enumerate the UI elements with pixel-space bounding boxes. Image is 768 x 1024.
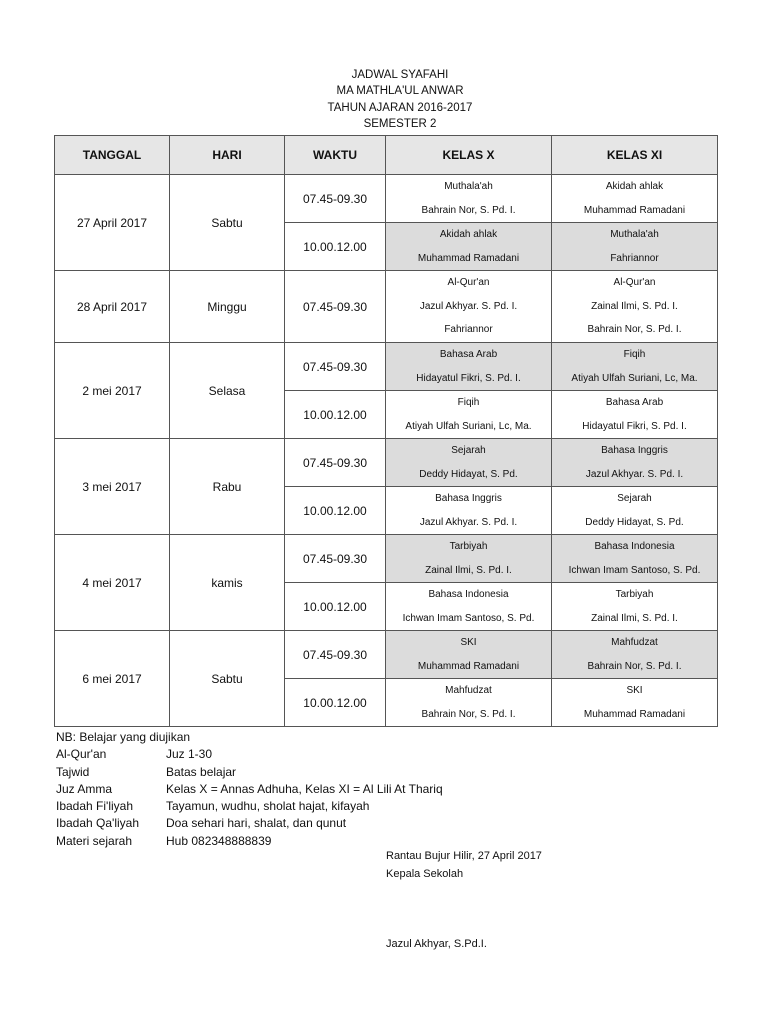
signature-place-date: Rantau Bujur Hilir, 27 April 2017	[386, 850, 542, 862]
kelas-xi-cell	[552, 583, 718, 631]
kelas-xi-cell	[552, 391, 718, 439]
teacher: Fahriannor	[610, 252, 659, 264]
teacher: Jazul Akhyar. S. Pd. I.	[419, 516, 518, 528]
time-cell: 10.00.12.00	[285, 223, 386, 271]
title-line-3: TAHUN AJARAN 2016-2017	[327, 101, 473, 114]
note-row	[56, 746, 443, 763]
note-row	[56, 815, 443, 832]
day-cell: kamis	[170, 535, 285, 631]
kelas-xi-cell	[552, 679, 718, 727]
note-row	[56, 764, 443, 781]
kelas-xi-cell	[552, 343, 718, 391]
day-cell: Rabu	[170, 439, 285, 535]
table-row	[55, 343, 718, 391]
kelas-x-cell	[386, 439, 552, 487]
time-cell: 10.00.12.00	[285, 679, 386, 727]
teacher: Hidayatul Fikri, S. Pd. I.	[582, 420, 687, 432]
table-row	[55, 631, 718, 679]
header-waktu: WAKTU	[285, 136, 386, 175]
teacher: Muhammad Ramadani	[583, 204, 686, 216]
subject: Mahfudzat	[611, 637, 658, 648]
title-line-4: SEMESTER 2	[363, 117, 437, 130]
note-value: Juz 1-30	[166, 747, 213, 762]
subject: Sejarah	[451, 445, 486, 456]
note-label: Ibadah Qa'liyah	[56, 816, 140, 831]
subject: Mahfudzat	[445, 685, 492, 696]
teacher: Zainal Ilmi, S. Pd. I.	[591, 300, 678, 312]
teacher: Atiyah Ulfah Suriani, Lc, Ma.	[571, 372, 698, 384]
subject: Fiqih	[457, 397, 480, 408]
date-cell: 6 mei 2017	[55, 631, 170, 727]
table-row	[55, 175, 718, 223]
kelas-x-cell	[386, 487, 552, 535]
kelas-x-cell	[386, 583, 552, 631]
teacher: Zainal Ilmi, S. Pd. I.	[591, 612, 678, 624]
teacher: Jazul Akhyar. S. Pd. I.	[585, 468, 684, 480]
kelas-x-cell	[386, 391, 552, 439]
table-row	[55, 271, 718, 343]
teacher: Zainal Ilmi, S. Pd. I.	[425, 564, 512, 576]
note-value: Hub 082348888839	[166, 833, 272, 848]
teacher: Muhammad Ramadani	[417, 660, 520, 672]
subject: Al-Qur'an	[613, 277, 656, 289]
subject: Bahasa Indonesia	[428, 589, 509, 600]
time-cell: 07.45-09.30	[285, 271, 386, 343]
header-kelas-x: KELAS X	[386, 136, 552, 175]
subject: Bahasa Indonesia	[594, 541, 675, 552]
date-cell: 28 April 2017	[55, 271, 170, 343]
teacher: Muhammad Ramadani	[583, 708, 686, 720]
teacher: Muhammad Ramadani	[417, 252, 520, 264]
subject: Bahasa Arab	[605, 397, 664, 408]
title-line-1: JADWAL SYAFAHI	[351, 69, 449, 81]
header-hari: HARI	[170, 136, 285, 175]
date-cell: 27 April 2017	[55, 175, 170, 271]
note-label: Juz Amma	[56, 781, 113, 796]
teacher: Jazul Akhyar. S. Pd. I.	[419, 300, 518, 312]
date-cell: 3 mei 2017	[55, 439, 170, 535]
subject: Akidah ahlak	[605, 181, 664, 192]
kelas-x-cell	[386, 223, 552, 271]
day-cell: Sabtu	[170, 175, 285, 271]
kelas-xi-cell	[552, 223, 718, 271]
teacher: Bahrain Nor, S. Pd. I.	[587, 660, 682, 672]
note-row	[56, 781, 443, 798]
signature-position: Kepala Sekolah	[386, 868, 464, 880]
teacher: Ichwan Imam Santoso, S. Pd.	[402, 612, 535, 624]
date-cell: 4 mei 2017	[55, 535, 170, 631]
time-cell: 07.45-09.30	[285, 343, 386, 391]
subject: SKI	[460, 637, 477, 648]
header-tanggal: TANGGAL	[55, 136, 170, 175]
note-value: Tayamun, wudhu, sholat hajat, kifayah	[166, 799, 370, 814]
signature-name: Jazul Akhyar, S.Pd.I.	[386, 938, 487, 950]
subject: Al-Qur'an	[447, 277, 490, 289]
time-cell: 10.00.12.00	[285, 391, 386, 439]
day-cell: Sabtu	[170, 631, 285, 727]
kelas-x-cell	[386, 343, 552, 391]
kelas-xi-cell	[552, 439, 718, 487]
teacher: Deddy Hidayat, S. Pd.	[585, 516, 684, 528]
subject: Muthala'ah	[444, 181, 493, 192]
time-cell: 07.45-09.30	[285, 175, 386, 223]
note-value: Doa sehari hari, shalat, dan qunut	[166, 816, 347, 831]
time-cell: 07.45-09.30	[285, 439, 386, 487]
teacher: Deddy Hidayat, S. Pd.	[419, 468, 518, 480]
teacher: Hidayatul Fikri, S. Pd. I.	[416, 372, 521, 384]
table-row	[55, 535, 718, 583]
time-cell: 07.45-09.30	[285, 535, 386, 583]
kelas-xi-cell	[552, 175, 718, 223]
notes-title: NB: Belajar yang diujikan	[56, 730, 191, 744]
teacher: Bahrain Nor, S. Pd. I.	[421, 708, 516, 720]
subject: Tarbiyah	[615, 589, 654, 600]
header-kelas-xi: KELAS XI	[552, 136, 718, 175]
note-row	[56, 798, 443, 815]
note-label: Al-Qur'an	[56, 747, 107, 762]
teacher: Ichwan Imam Santoso, S. Pd.	[568, 564, 701, 576]
kelas-x-cell	[386, 631, 552, 679]
subject: Bahasa Inggris	[435, 493, 502, 504]
schedule-table	[54, 135, 718, 727]
day-cell: Minggu	[170, 271, 285, 343]
kelas-xi-cell	[552, 487, 718, 535]
teacher: Bahrain Nor, S. Pd. I.	[421, 204, 516, 216]
kelas-xi-cell	[552, 631, 718, 679]
subject: Bahasa Inggris	[601, 445, 668, 456]
date-cell: 2 mei 2017	[55, 343, 170, 439]
kelas-xi-cell	[552, 271, 718, 343]
subject: Bahasa Arab	[439, 349, 498, 360]
subject: Muthala'ah	[610, 229, 659, 240]
kelas-x-cell	[386, 535, 552, 583]
table-row	[55, 439, 718, 487]
time-cell: 10.00.12.00	[285, 583, 386, 631]
teacher: Atiyah Ulfah Suriani, Lc, Ma.	[405, 420, 532, 432]
note-label: Ibadah Fi'liyah	[56, 799, 134, 814]
note-label: Tajwid	[56, 764, 90, 779]
note-row	[56, 833, 443, 850]
subject: Akidah ahlak	[439, 229, 498, 240]
note-value: Batas belajar	[166, 764, 237, 779]
kelas-x-cell	[386, 271, 552, 343]
kelas-xi-cell	[552, 535, 718, 583]
note-value: Kelas X = Annas Adhuha, Kelas XI = Al Lili At Thariq	[166, 781, 443, 796]
teacher: Fahriannor	[444, 324, 493, 336]
title-line-2: MA MATHLA'UL ANWAR	[336, 85, 464, 98]
notes-section	[56, 729, 443, 850]
kelas-x-cell	[386, 175, 552, 223]
document-title	[0, 67, 768, 132]
kelas-x-cell	[386, 679, 552, 727]
subject: Sejarah	[617, 493, 652, 504]
subject: SKI	[626, 685, 643, 696]
note-label: Materi sejarah	[56, 833, 133, 848]
time-cell: 10.00.12.00	[285, 487, 386, 535]
time-cell: 07.45-09.30	[285, 631, 386, 679]
subject: Fiqih	[623, 349, 646, 360]
teacher: Bahrain Nor, S. Pd. I.	[587, 324, 682, 336]
day-cell: Selasa	[170, 343, 285, 439]
subject: Tarbiyah	[449, 541, 488, 552]
table-header-row	[55, 136, 718, 175]
